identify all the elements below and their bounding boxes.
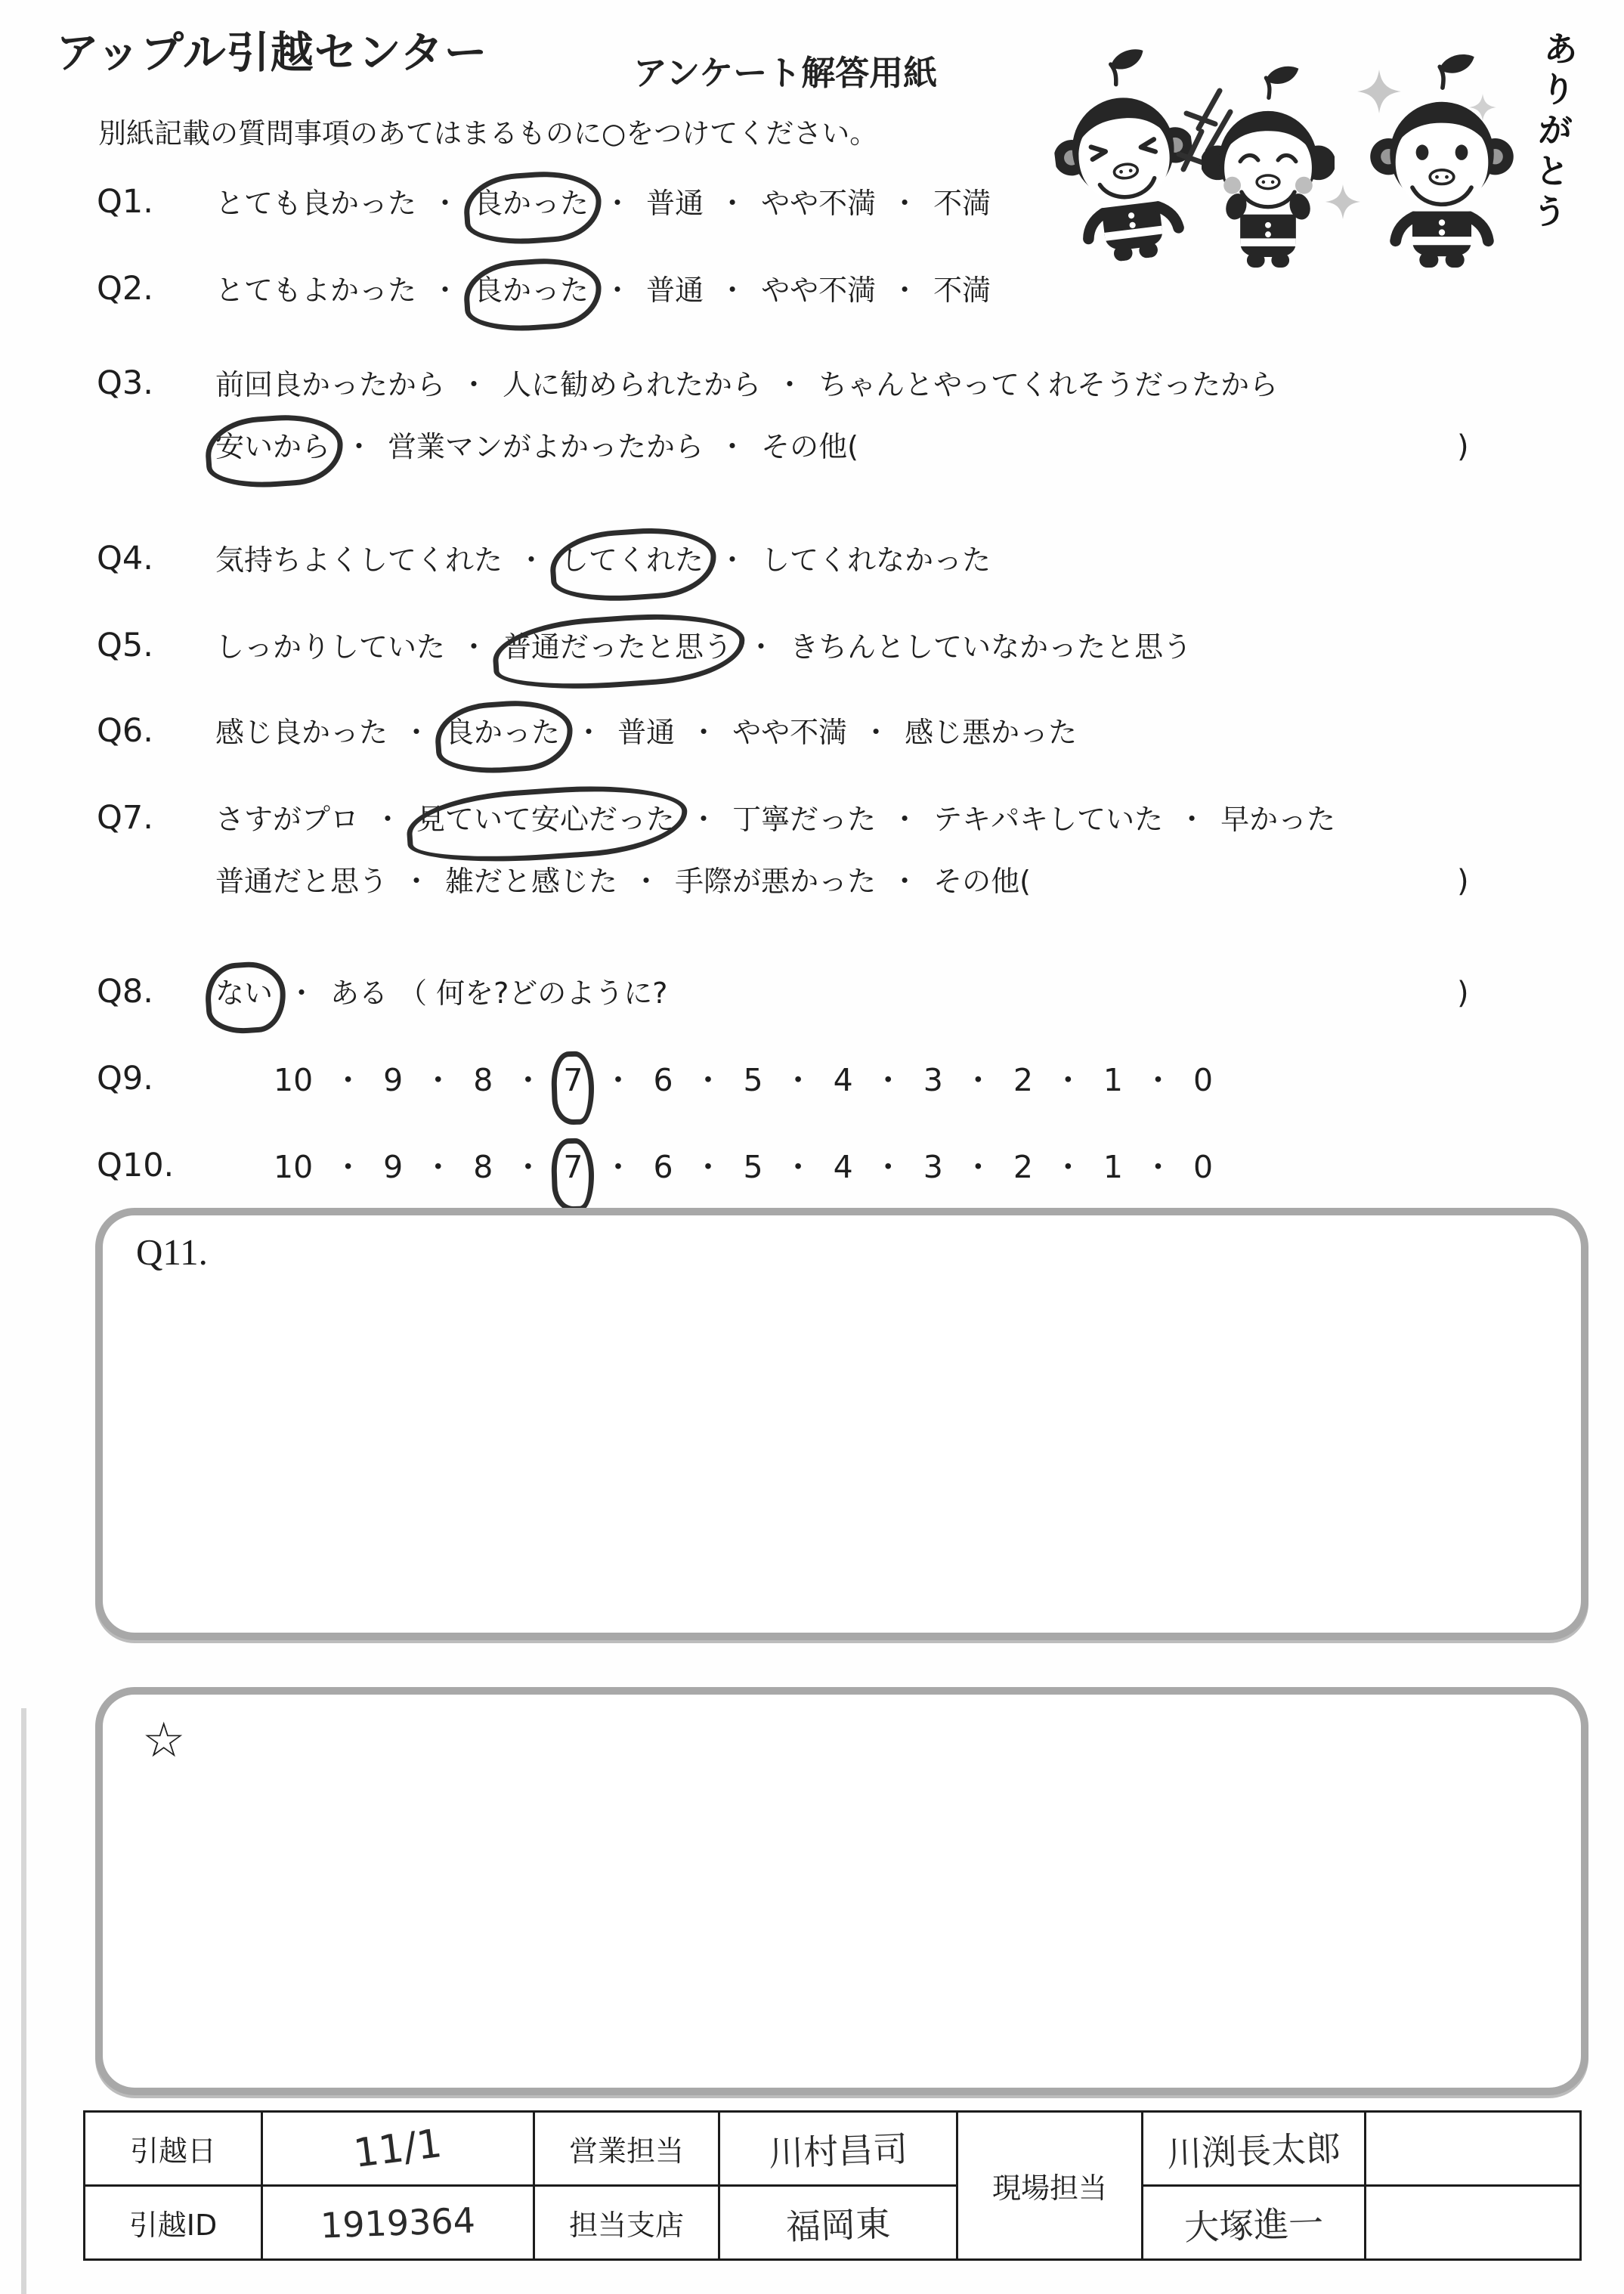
q11-comment-box[interactable]: [95, 1208, 1588, 1640]
option-separator: ・: [459, 368, 489, 401]
option-text: 普通: [646, 274, 704, 307]
question-label: Q7.: [97, 799, 153, 837]
move-date-label: 引越日: [85, 2112, 262, 2186]
move-id-handwritten: 1919364: [320, 2199, 476, 2246]
option-text: 0: [1193, 1062, 1214, 1098]
option-text: 丁寧だった: [732, 803, 877, 836]
option-separator: ・: [861, 716, 891, 749]
option-separator: ・: [1143, 1062, 1174, 1098]
move-date-value-cell[interactable]: [262, 2112, 534, 2186]
option-separator: ・: [345, 430, 374, 463]
close-paren: ): [1457, 864, 1469, 899]
close-paren: ): [1457, 429, 1469, 464]
option-text: テキパキしていた: [933, 803, 1164, 836]
option-text: きちんとしていなかったと思う: [790, 630, 1192, 664]
option-text: やや不満: [732, 716, 848, 749]
option-text: やや不満: [761, 187, 877, 220]
option-separator: ・: [632, 865, 661, 898]
option-text: 4: [833, 1062, 853, 1098]
question-options-line: [0, 538, 1624, 582]
option-text: 9: [383, 1062, 404, 1098]
question-row-q2: [0, 268, 1624, 312]
option-separator: ・: [962, 1062, 994, 1098]
table-row: [85, 2112, 1581, 2186]
thanks-vertical-text: ありがとう: [1525, 29, 1581, 236]
option-separator: ・: [1143, 1149, 1174, 1185]
question-row-q8: [0, 971, 1624, 1015]
option-text: ちゃんとやってくれそうだったから: [818, 368, 1279, 401]
question-options-line: [0, 859, 1624, 903]
option-text: 8: [473, 1062, 493, 1098]
option-separator: ・: [333, 1149, 364, 1185]
option-circled-answer: 良かった: [445, 710, 560, 754]
option-text: その他(: [933, 865, 1031, 898]
option-text: 8: [473, 1149, 493, 1185]
question-options-line: [0, 363, 1624, 407]
option-text: 前回良かったから: [215, 368, 446, 401]
option-separator: ・: [718, 187, 747, 220]
question-row-q10: [0, 1145, 1624, 1189]
option-text: 感じ良かった: [215, 716, 388, 749]
site-rep-handwritten-1: 川渕長太郎: [1166, 2127, 1341, 2175]
option-text: 2: [1013, 1149, 1033, 1185]
option-separator: ・: [872, 1062, 904, 1098]
question-row-q1: [0, 181, 1624, 225]
question-label: Q6.: [97, 712, 153, 750]
option-text: 早かった: [1220, 803, 1336, 836]
question-options-line: [0, 797, 1624, 841]
close-paren: ): [1457, 976, 1469, 1011]
site-rep-label: 現場担当: [957, 2112, 1143, 2260]
option-text: 2: [1013, 1062, 1033, 1098]
option-separator: ・: [718, 543, 747, 577]
option-text: しっかりしていた: [215, 630, 446, 664]
option-separator: ・: [692, 1149, 724, 1185]
option-separator: ・: [775, 368, 805, 401]
option-text: さすがプロ: [215, 803, 360, 836]
option-circled-answer: 安いから: [215, 425, 330, 469]
q11-label: Q11.: [136, 1231, 208, 1273]
option-text: 9: [383, 1149, 404, 1185]
question-label: Q5.: [97, 627, 153, 664]
question-options-line: [0, 1145, 1624, 1189]
option-separator: ・: [422, 1062, 454, 1098]
option-text: 5: [743, 1149, 763, 1185]
question-options-line: [0, 268, 1624, 312]
option-separator: ・: [431, 274, 460, 307]
option-text: ある: [330, 977, 388, 1010]
move-id-label: 引越ID: [85, 2186, 262, 2260]
option-separator: ・: [890, 274, 920, 307]
option-text: 10: [274, 1062, 314, 1098]
option-separator: ・: [603, 274, 633, 307]
option-separator: ・: [287, 977, 317, 1010]
option-text: 1: [1103, 1062, 1124, 1098]
option-text: 感じ悪かった: [905, 716, 1078, 749]
question-label: Q1.: [97, 183, 153, 221]
move-date-handwritten: 11/1: [351, 2120, 445, 2177]
option-text: 普通: [617, 716, 676, 749]
question-row-q4: [0, 538, 1624, 582]
footer-info-table: [83, 2110, 1582, 2261]
option-separator: ・: [1052, 1149, 1084, 1185]
option-circled-answer: 7: [563, 1058, 583, 1102]
option-circled-answer: 良かった: [474, 181, 589, 225]
question-row-q3: [0, 363, 1624, 469]
sheet-subtitle: アンケート解答用紙: [633, 53, 938, 93]
option-text: とてもよかった: [215, 274, 417, 307]
option-separator: ・: [718, 430, 747, 463]
option-separator: ・: [1177, 803, 1207, 836]
branch-label: 担当支店: [534, 2186, 719, 2260]
option-separator: ・: [689, 803, 719, 836]
star-icon: ☆: [142, 1713, 186, 1769]
option-separator: ・: [962, 1149, 994, 1185]
option-separator: ・: [512, 1149, 544, 1185]
option-text: 10: [274, 1149, 314, 1185]
option-text: 雑だと感じた: [445, 865, 618, 898]
question-row-q6: [0, 710, 1624, 754]
option-text: その他(: [761, 430, 858, 463]
site-rep-value-cell-2[interactable]: [1143, 2186, 1366, 2260]
option-circled-answer: 良かった: [474, 268, 589, 312]
question-label: Q9.: [97, 1060, 153, 1097]
site-rep-value-cell-1[interactable]: [1143, 2112, 1366, 2186]
sales-rep-handwritten: 川村昌司: [768, 2128, 908, 2174]
option-separator: ・: [602, 1062, 634, 1098]
option-text: やや不満: [761, 274, 877, 307]
option-text: 1: [1103, 1149, 1124, 1185]
option-text: 普通だと思う: [215, 865, 388, 898]
site-rep-handwritten-2: 大塚進一: [1183, 2202, 1324, 2248]
question-options-line: [0, 971, 1624, 1015]
option-separator: ・: [574, 716, 604, 749]
question-label: Q8.: [97, 973, 153, 1011]
instruction-text: 別紙記載の質問事項のあてはまるものに○をつけてください。: [98, 117, 878, 150]
monkey-shy-icon: [1202, 62, 1335, 268]
question-label: Q4.: [97, 540, 153, 577]
option-circled-answer: 普通だったと思う: [503, 625, 732, 669]
move-id-value-cell[interactable]: [262, 2186, 534, 2260]
option-separator: ・: [692, 1062, 724, 1098]
option-separator: ・: [602, 1149, 634, 1185]
question-options-line: [0, 425, 1624, 469]
option-separator: ・: [333, 1062, 364, 1098]
question-label: Q2.: [97, 270, 153, 308]
question-row-q5: [0, 625, 1624, 669]
option-separator: ・: [459, 630, 489, 664]
option-text: 4: [833, 1149, 853, 1185]
scan-artifact: [21, 1708, 26, 2294]
branch-value-cell[interactable]: [719, 2186, 957, 2260]
option-separator: ・: [422, 1149, 454, 1185]
company-title: アップル引越センター: [56, 28, 488, 78]
option-separator: ・: [402, 716, 432, 749]
question-row-q7: [0, 797, 1624, 903]
option-separator: ・: [512, 1062, 544, 1098]
branch-handwritten: 福岡東: [785, 2203, 892, 2247]
option-text: 営業マンがよかったから: [388, 430, 704, 463]
option-text: 6: [653, 1062, 673, 1098]
option-separator: ・: [718, 274, 747, 307]
option-text: 普通: [646, 187, 704, 220]
option-separator: ・: [782, 1149, 814, 1185]
question-row-q9: [0, 1058, 1624, 1102]
question-label: Q10.: [97, 1147, 175, 1184]
sales-rep-label: 営業担当: [534, 2112, 719, 2186]
option-separator: ・: [890, 803, 920, 836]
question-label: Q3.: [97, 364, 153, 402]
question-options-line: [0, 710, 1624, 754]
option-text: 手際が悪かった: [675, 865, 877, 898]
table-row: [85, 2186, 1581, 2260]
option-text: 気持ちよくしてくれた: [215, 543, 503, 577]
option-text: 不満: [933, 274, 991, 307]
option-text: してくれなかった: [761, 543, 991, 577]
option-text: （ 何を?どのように?: [398, 977, 668, 1010]
question-options-line: [0, 1058, 1624, 1102]
option-separator: ・: [890, 865, 920, 898]
option-text: 人に勧められたから: [503, 368, 762, 401]
option-circled-answer: してくれた: [560, 538, 704, 582]
option-circled-answer: 見ていて安心だった: [416, 797, 675, 841]
option-text: 不満: [933, 187, 991, 220]
empty-cell[interactable]: [1366, 2112, 1581, 2186]
option-separator: ・: [517, 543, 546, 577]
empty-cell[interactable]: [1366, 2186, 1581, 2260]
option-separator: ・: [1052, 1062, 1084, 1098]
option-separator: ・: [431, 187, 460, 220]
option-text: 3: [923, 1062, 943, 1098]
option-text: とても良かった: [215, 187, 417, 220]
option-separator: ・: [603, 187, 633, 220]
option-circled-answer: 7: [563, 1145, 583, 1189]
question-options-line: [0, 181, 1624, 225]
option-circled-answer: ない: [215, 971, 273, 1015]
option-separator: ・: [890, 187, 920, 220]
option-text: 3: [923, 1149, 943, 1185]
option-text: 0: [1193, 1149, 1214, 1185]
option-separator: ・: [782, 1062, 814, 1098]
star-comment-box[interactable]: [95, 1687, 1588, 2095]
option-separator: ・: [402, 865, 432, 898]
option-separator: ・: [689, 716, 719, 749]
option-text: 6: [653, 1149, 673, 1185]
option-separator: ・: [373, 803, 403, 836]
option-separator: ・: [747, 630, 776, 664]
option-text: 5: [743, 1062, 763, 1098]
option-separator: ・: [872, 1149, 904, 1185]
sales-rep-value-cell[interactable]: [719, 2112, 957, 2186]
monkey-smiling-icon: [1368, 50, 1516, 268]
question-options-line: [0, 625, 1624, 669]
